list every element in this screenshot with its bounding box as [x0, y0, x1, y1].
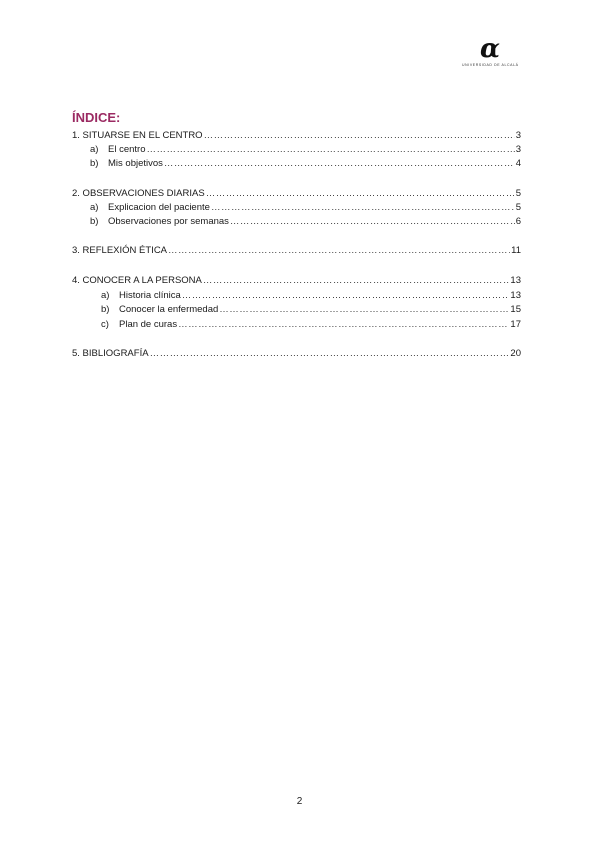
toc-leader-dots	[230, 215, 515, 229]
toc-entry-page: 3	[515, 130, 521, 141]
toc-entry-label: 1. SITUARSE EN EL CENTRO	[72, 130, 203, 141]
toc-entry-enfermedad[interactable]	[101, 303, 521, 317]
toc-entry-situarse[interactable]	[72, 129, 521, 143]
university-logo	[462, 36, 532, 70]
toc-entry-marker: b)	[90, 158, 99, 169]
toc-entry-page: 5	[515, 188, 521, 199]
toc-entry-marker: b)	[101, 304, 110, 315]
toc-entry-marker: b)	[90, 216, 99, 227]
toc-entry-conocer[interactable]	[72, 274, 521, 288]
toc-entry-page: 4	[515, 158, 521, 169]
toc-entry-page: 20	[510, 348, 521, 359]
toc-leader-dots	[150, 347, 510, 361]
toc-leader-dots	[211, 201, 515, 215]
toc-entry-el-centro[interactable]	[90, 143, 521, 157]
toc-entry-page: 13	[510, 290, 521, 301]
toc-entry-label: 2. OBSERVACIONES DIARIAS	[72, 188, 205, 199]
toc-entry-page: 15	[510, 304, 521, 315]
toc-entry-page: 5	[515, 202, 521, 213]
toc-entry-marker: c)	[101, 319, 109, 330]
toc-entry-marker: a)	[101, 290, 110, 301]
toc-entry-observaciones-semanas[interactable]	[90, 215, 521, 229]
toc-entry-label: 5. BIBLIOGRAFÍA	[72, 348, 149, 359]
toc-entry-observaciones[interactable]	[72, 187, 521, 201]
toc-leader-dots	[147, 143, 515, 157]
toc-entry-label: Conocer la enfermedad	[119, 304, 219, 315]
toc-entry-bibliografia[interactable]	[72, 347, 521, 361]
toc-entry-label: 3. REFLEXIÓN ÉTICA	[72, 245, 168, 256]
toc-entry-marker: a)	[90, 144, 99, 155]
toc-leader-dots	[182, 289, 510, 303]
toc-entry-explicacion[interactable]	[90, 201, 521, 215]
toc-leader-dots	[178, 318, 509, 332]
toc-entry-label: Mis objetivos	[108, 158, 163, 169]
toc-entry-label: Explicacion del paciente	[108, 202, 210, 213]
toc-entry-historia[interactable]	[101, 289, 521, 303]
toc-leader-dots	[219, 303, 509, 317]
toc-leader-dots	[204, 129, 515, 143]
toc-leader-dots	[203, 274, 510, 288]
page-number: 2	[296, 796, 303, 807]
toc-entry-label: El centro	[108, 144, 146, 155]
toc-entry-label: Historia clínica	[119, 290, 181, 301]
logo-mark: α	[480, 34, 501, 64]
toc-leader-dots	[168, 244, 510, 258]
toc-entry-label: Plan de curas	[119, 319, 178, 330]
toc-entry-label: Observaciones por semanas	[108, 216, 229, 227]
toc-leader-dots	[206, 187, 515, 201]
toc-entry-page: 3	[515, 144, 521, 155]
toc-entry-reflexion[interactable]	[72, 244, 521, 258]
toc-entry-mis-objetivos[interactable]	[90, 157, 521, 171]
toc-entry-page: 13	[510, 275, 521, 286]
toc-entry-label: 4. CONOCER A LA PERSONA	[72, 275, 202, 286]
logo-text: UNIVERSIDAD DE ALCALÁ	[462, 63, 519, 67]
toc-leader-dots	[164, 157, 515, 171]
toc-entry-plan-curas[interactable]	[101, 318, 521, 332]
toc-entry-page: 6	[515, 216, 521, 227]
toc-entry-page: 17	[510, 319, 521, 330]
index-title: ÍNDICE:	[72, 110, 121, 125]
toc-entry-page: 11	[511, 245, 521, 256]
toc-entry-marker: a)	[90, 202, 99, 213]
